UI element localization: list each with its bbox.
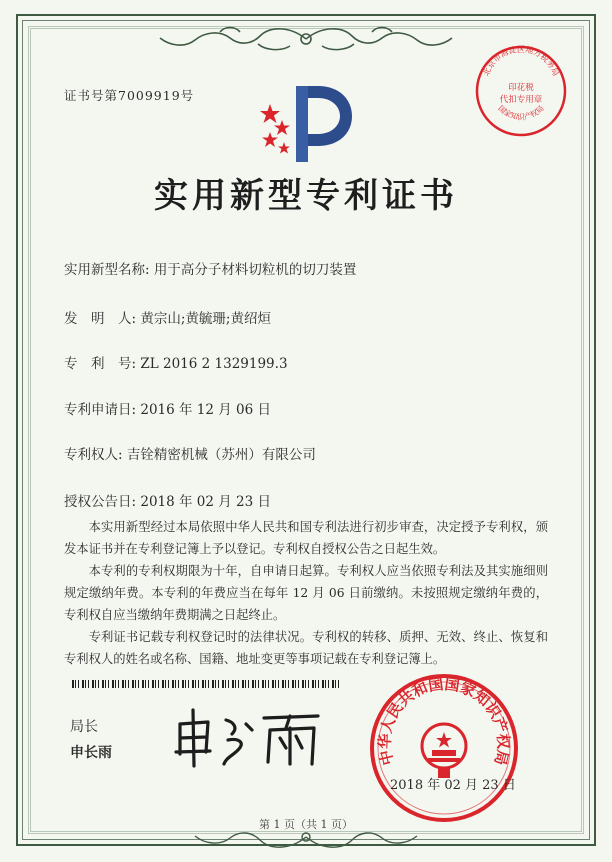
director-title: 局长 [70,719,98,735]
small-seal-center-2: 代扣专用章 [499,95,543,105]
barcode-bar [195,680,196,688]
field-utility-model-name [64,258,356,278]
barcode-bar [242,680,244,688]
barcode-bar [125,680,126,688]
barcode-bar [308,680,309,688]
barcode-bar [338,680,339,688]
barcode-bar [335,680,336,688]
barcode-bar [225,680,226,688]
barcode-bar [178,680,179,688]
barcode [72,680,342,688]
barcode-bar [235,680,236,688]
body-paragraph: 本专利的专利权期限为十年，自申请日起算。专利权人应当依照专利法及其实施细则规定缴纳年费。本专利的年费应当在每年 12 月 06 日前缴纳。未按照规定缴纳年费的，专利权自应当缴纳年费期满之日起终止。 [64,564,548,622]
certificate-number: 证书号第7009919号 [64,88,195,103]
barcode-bar [268,680,269,688]
barcode-bar [175,680,176,688]
barcode-bar [278,680,279,688]
barcode-bar [85,680,86,688]
director-signature [168,702,338,772]
certificate-title: 实用新型专利证书 [154,176,458,216]
national-emblem-icon [422,724,466,778]
barcode-bar [288,680,289,688]
barcode-bar [138,680,139,688]
barcode-bar [208,680,209,688]
barcode-bar [265,680,266,688]
barcode-bar [245,680,246,688]
barcode-bar [112,680,114,688]
field-grant-date [64,490,271,510]
patent-office-logo-icon [256,74,366,166]
barcode-bar [205,680,206,688]
field-value: 吉铨精密机械（苏州）有限公司 [126,447,316,463]
barcode-bar [105,680,106,688]
field-value: 2018 年 02 月 23 日 [140,494,272,510]
field-value: 黄宗山;黄毓珊;黄绍烜 [140,311,271,327]
barcode-bar [148,680,149,688]
field-patent-number [64,352,288,372]
seal-text: 中华人民共和国国家知识产权局 [375,675,513,768]
barcode-bar [198,680,199,688]
field-label: 专 利 号: [64,356,137,372]
barcode-bar [108,680,109,688]
field-value: 用于高分子材料切粒机的切刀装置 [153,262,357,278]
barcode-bar [82,680,84,688]
barcode-bar [192,680,194,688]
barcode-bar [98,680,99,688]
barcode-bar [115,680,116,688]
barcode-bar [145,680,146,688]
field-value: 2016 年 12 月 06 日 [140,402,272,418]
field-inventors [64,307,271,327]
field-label: 专利申请日: [64,402,137,418]
barcode-bar [295,680,296,688]
page-number: 第 1 页（共 1 页） [259,818,353,831]
field-label: 专利权人: [64,447,123,463]
small-seal-text: 北京市海淀区地方税务局 [481,44,561,78]
barcode-bar [262,680,264,688]
barcode-bar [298,680,299,688]
barcode-bar [282,680,284,688]
barcode-bar [72,680,74,688]
barcode-bar [222,680,224,688]
small-seal-bottom: 国家知识产权局 [496,103,546,122]
barcode-bar [292,680,294,688]
field-application-date [64,398,271,418]
barcode-bar [212,680,214,688]
barcode-bar [92,680,94,688]
barcode-bar [182,680,184,688]
barcode-bar [168,680,169,688]
barcode-bar [132,680,134,688]
field-label: 授权公告日: [64,494,137,510]
barcode-bar [165,680,166,688]
field-patentee [64,443,316,463]
barcode-bar [128,680,129,688]
field-value: ZL 2016 2 1329199.3 [140,356,288,372]
barcode-bar [332,680,334,688]
barcode-bar [228,680,229,688]
barcode-bar [172,680,174,688]
barcode-bar [158,680,159,688]
official-seal [368,672,520,824]
barcode-bar [75,680,76,688]
barcode-bar [142,680,144,688]
barcode-bar [285,680,286,688]
barcode-bar [188,680,189,688]
barcode-bar [218,680,219,688]
barcode-bar [88,680,89,688]
seal-date: 2018 年 02 月 23 日 [390,778,516,793]
barcode-bar [215,680,216,688]
small-seal-center-1: 印花税 [508,83,534,93]
barcode-bar [318,680,319,688]
barcode-bar [272,680,274,688]
barcode-bar [155,680,156,688]
barcode-bar [238,680,239,688]
barcode-bar [122,680,124,688]
barcode-bar [78,680,79,688]
barcode-bar [248,680,249,688]
barcode-bar [322,680,324,688]
barcode-bar [202,680,204,688]
director-name: 申长雨 [70,745,112,761]
barcode-bar [325,680,326,688]
barcode-bar [275,680,276,688]
barcode-bar [258,680,259,688]
barcode-bar [315,680,316,688]
barcode-bar [305,680,306,688]
barcode-bar [232,680,234,688]
barcode-bar [252,680,254,688]
body-paragraph: 本实用新型经过本局依照中华人民共和国专利法进行初步审查，决定授予专利权，颁发本证书并在专利登记簿上予以登记。专利权自授权公告之日起生效。 [64,520,548,556]
barcode-bar [328,680,329,688]
barcode-bar [162,680,164,688]
body-paragraph: 专利证书记载专利权登记时的法律状况。专利权的转移、质押、无效、终止、恢复和专利权人的姓名或名称、国籍、地址变更等事项记载在专利登记簿上。 [64,630,548,666]
barcode-bar [135,680,136,688]
barcode-bar [118,680,119,688]
barcode-bar [102,680,104,688]
barcode-bar [312,680,314,688]
barcode-bar [185,680,186,688]
barcode-bar [95,680,96,688]
field-label: 实用新型名称: [64,262,150,278]
barcode-bar [152,680,154,688]
barcode-bar [255,680,256,688]
barcode-bar [302,680,304,688]
tax-stamp-seal [474,44,568,138]
field-label: 发 明 人: [64,311,137,327]
top-ornament [140,24,472,54]
